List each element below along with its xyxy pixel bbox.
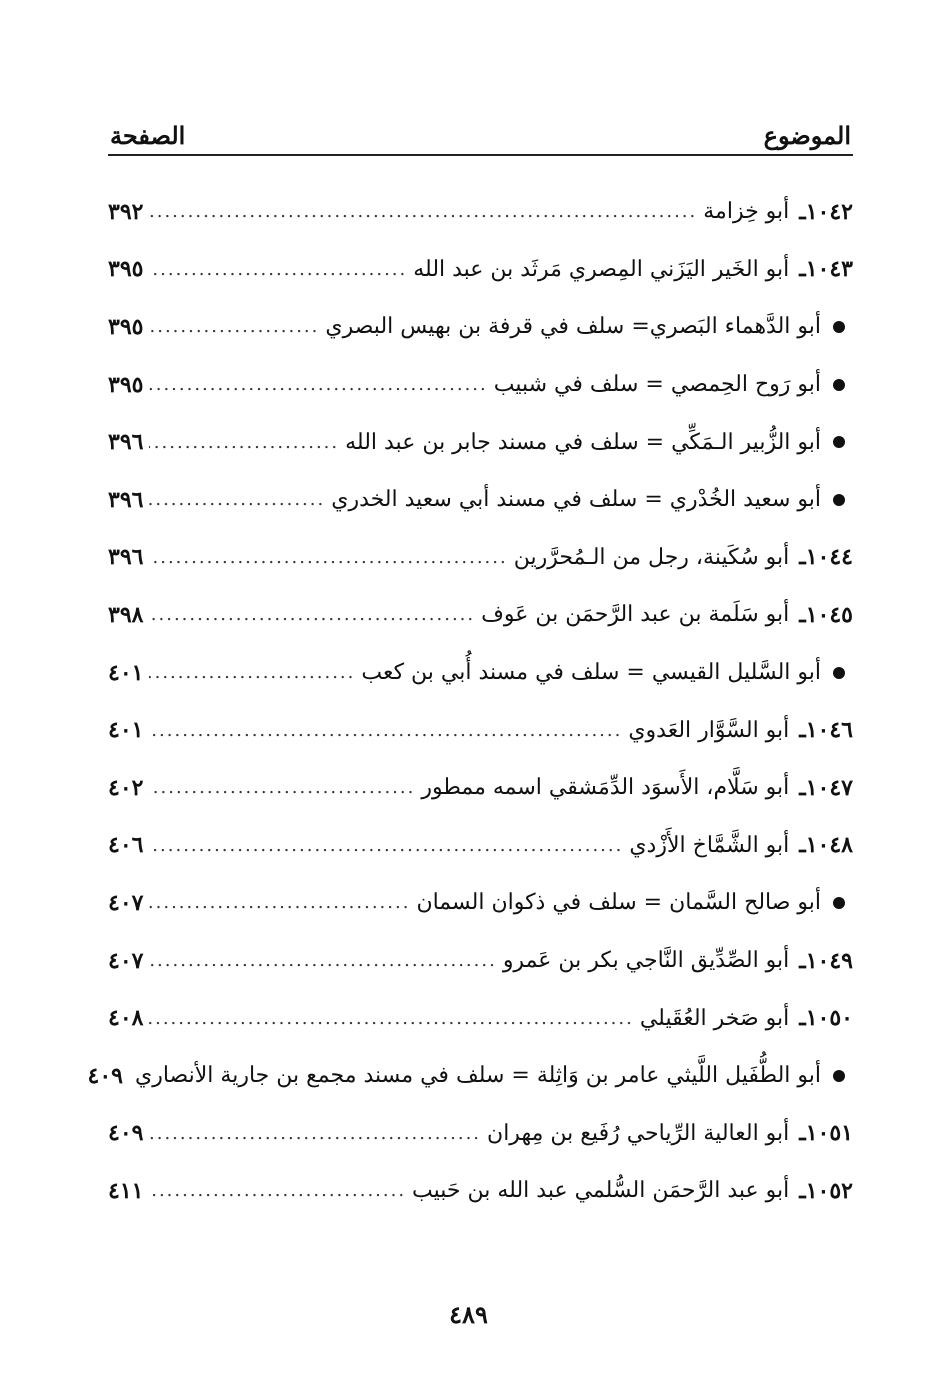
entry-title: أبو السَّوَّار العَدوي: [628, 717, 790, 743]
toc-entry: [108, 529, 853, 587]
dot-leader: [149, 547, 507, 568]
toc-entry: [108, 1162, 853, 1220]
toc-entry: [108, 932, 853, 990]
entry-title: أبو الطُّفَيل اللَّيثي عامر بن وَاثِلة = سلف في مسند مجمع بن جارية الأنصاري: [135, 1063, 821, 1089]
entry-page: ٣٩٦: [108, 429, 144, 456]
toc-entry: [108, 1105, 853, 1163]
toc-entry: [108, 701, 853, 759]
dot-leader: [149, 374, 487, 395]
entry-title: أبو الصِّدِّيق النَّاجي بكر بن عَمرو: [502, 948, 790, 974]
dot-leader: [149, 259, 407, 280]
bullet-icon: [833, 321, 845, 333]
dot-leader: [149, 1180, 406, 1201]
dot-leader: [149, 432, 339, 453]
entry-page: ٣٩٥: [108, 313, 144, 340]
entry-number: ١٠٥١ـ: [799, 1120, 853, 1147]
toc-entry: [108, 298, 853, 356]
topic-column-label: الموضوع: [763, 121, 851, 150]
toc-entry: [108, 644, 853, 702]
toc-entry: [108, 586, 853, 644]
dot-leader: [149, 604, 475, 625]
toc-entry: [108, 183, 853, 241]
dot-leader: [149, 892, 410, 913]
toc-entry: [108, 874, 853, 932]
entry-page: ٣٩٢: [108, 198, 144, 225]
dot-leader: [149, 662, 355, 683]
toc-entry: [87, 1047, 853, 1105]
entry-page: ٤٠٦: [108, 832, 144, 859]
entry-page: ٤٠١: [108, 659, 144, 686]
bullet-icon: [833, 1070, 845, 1082]
entry-page: ٣٩٦: [108, 544, 144, 571]
entry-title: أبو الزُّبير الـمَكِّي = سلف في مسند جابر بن عبد الله: [345, 429, 821, 455]
entry-number: ١٠٤٩ـ: [799, 947, 853, 974]
entry-number: ١٠٤٢ـ: [799, 198, 853, 225]
entry-number: ١٠٤٦ـ: [799, 717, 853, 744]
entry-title: أبو خِزامة: [703, 199, 790, 225]
entry-number: ١٠٥٢ـ: [799, 1177, 853, 1204]
bullet-icon: [833, 667, 845, 679]
bullet-icon: [833, 379, 845, 391]
entry-title: أبو العالية الرِّياحي رُفَيع بن مِهران: [487, 1120, 790, 1146]
toc-entry: [108, 413, 853, 471]
bullet-icon: [833, 494, 845, 506]
entry-number: ١٠٤٤ـ: [799, 544, 853, 571]
entry-page: ٤٠٩: [87, 1062, 123, 1089]
toc-entry: [108, 759, 853, 817]
toc-entry: [108, 471, 853, 529]
dot-leader: [149, 950, 496, 971]
entry-title: أبو سَلَمة بن عبد الرَّحمَن بن عَوف: [481, 602, 790, 628]
entry-title: أبو السَّليل القيسي = سلف في مسند أُبي بن كعب: [361, 660, 821, 686]
dot-leader: [149, 1008, 633, 1029]
dot-leader: [149, 720, 622, 741]
entry-title: أبو الخَير اليَزَني المِصري مَرثَد بن عبد الله: [413, 256, 790, 282]
entry-number: ١٠٤٣ـ: [799, 256, 853, 283]
entry-page: ٤٠١: [108, 717, 144, 744]
toc-entry: [108, 817, 853, 875]
dot-leader: [149, 201, 697, 222]
entry-title: أبو صَخر العُقَيلي: [639, 1005, 790, 1031]
entry-page: ٣٩٥: [108, 256, 144, 283]
dot-leader: [149, 316, 319, 337]
entry-title: أبو الدَّهماء البَصري= سلف في قرفة بن بهيس البصري: [325, 314, 821, 340]
toc-entries: [87, 183, 853, 1220]
toc-page: [87, 108, 853, 1338]
entry-title: أبو عبد الرَّحمَن السُّلمي عبد الله بن حَبيب: [412, 1178, 790, 1204]
entry-title: أبو سُكَينة، رجل من الـمُحرَّرين: [513, 544, 790, 570]
entry-number: ١٠٥٠ـ: [799, 1005, 853, 1032]
entry-page: ٣٩٦: [108, 486, 144, 513]
entry-page: ٤٠٨: [108, 1005, 144, 1032]
entry-page: ٤٠٧: [108, 889, 144, 916]
entry-number: ١٠٤٥ـ: [799, 601, 853, 628]
entry-title: أبو رَوح الحِمصي = سلف في شبيب: [493, 372, 821, 398]
entry-page: ٤١١: [108, 1177, 144, 1204]
entry-page: ٤٠٩: [108, 1120, 144, 1147]
entry-page: ٣٩٥: [108, 371, 144, 398]
dot-leader: [149, 777, 415, 798]
toc-entry: [108, 241, 853, 299]
toc-header: [108, 108, 853, 156]
page-number: ٤٨٩: [449, 1300, 488, 1329]
entry-title: أبو صالح السَّمان = سلف في ذكوان السمان: [416, 890, 821, 916]
page-column-label: الصفحة: [110, 121, 186, 150]
entry-title: أبو سعيد الخُدْري = سلف في مسند أبي سعيد الخدري: [331, 487, 821, 513]
toc-entry: [108, 356, 853, 414]
dot-leader: [149, 489, 325, 510]
entry-page: ٤٠٧: [108, 947, 144, 974]
entry-page: ٣٩٨: [108, 601, 144, 628]
entry-page: ٤٠٢: [108, 774, 144, 801]
toc-entry: [108, 989, 853, 1047]
dot-leader: [149, 1123, 481, 1144]
bullet-icon: [833, 897, 845, 909]
entry-number: ١٠٤٧ـ: [799, 774, 853, 801]
entry-title: أبو الشَّمَّاخ الأَزْدي: [629, 832, 790, 858]
entry-title: أبو سَلَّام، الأَسوَد الدِّمَشقي اسمه ممطور: [421, 775, 790, 801]
entry-number: ١٠٤٨ـ: [799, 832, 853, 859]
dot-leader: [149, 835, 623, 856]
bullet-icon: [833, 436, 845, 448]
